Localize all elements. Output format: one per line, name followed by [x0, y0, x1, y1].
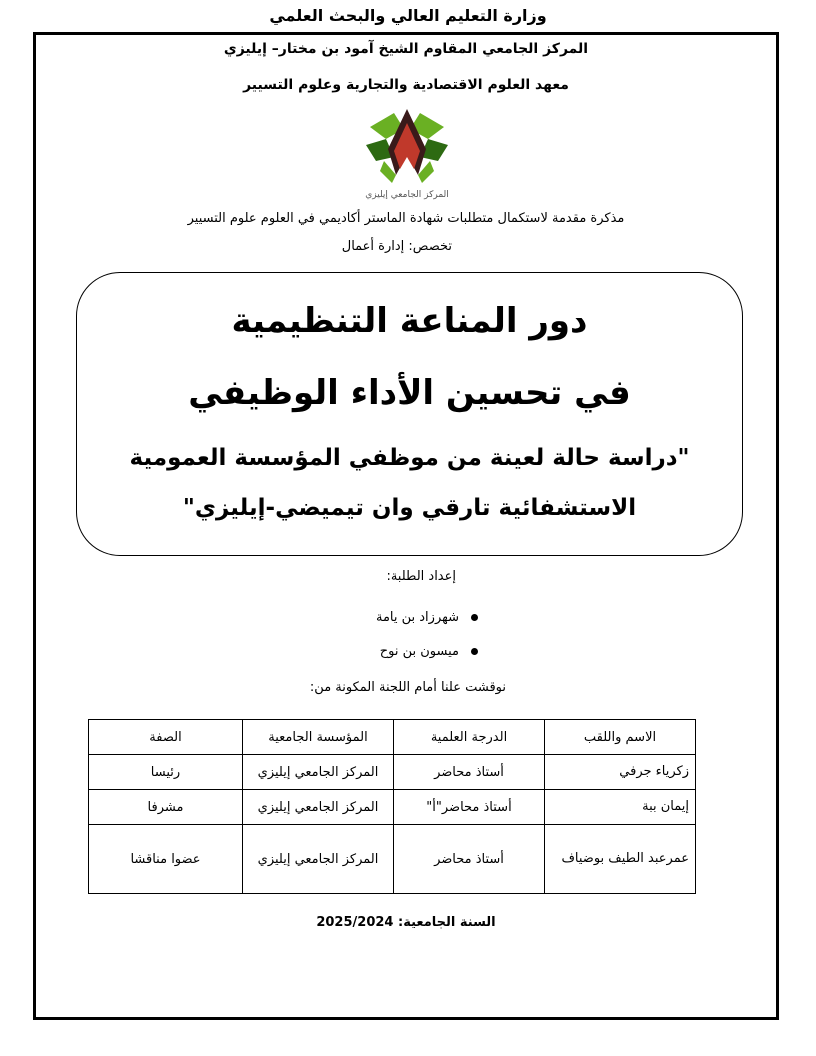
ministry-name: وزارة التعليم العالي والبحث العلمي	[269, 6, 547, 25]
member-role: عضوا مناقشا	[89, 825, 243, 894]
thesis-purpose: مذكرة مقدمة لاستكمال متطلبات شهادة الماستر أكاديمي في العلوم علوم التسيير	[187, 211, 625, 226]
students-label: إعداد الطلبة:	[386, 569, 456, 584]
specialization: تخصص: إدارة أعمال	[341, 239, 452, 254]
university-name: المركز الجامعي المقاوم الشيخ آمود بن مختار– إيليزي	[223, 41, 589, 57]
student-name: ميسون بن نوح	[379, 643, 459, 659]
table-row	[89, 825, 696, 894]
title-line-2: في تحسين الأداء الوظيفي	[188, 373, 631, 413]
academic-year: السنة الجامعية: 2025/2024	[316, 915, 496, 930]
table-row	[89, 790, 696, 825]
student-name: شهرزاد بن يامة	[375, 609, 459, 625]
member-institution: المركز الجامعي إيليزي	[243, 790, 394, 825]
institute-name: معهد العلوم الاقتصادية والتجارية وعلوم التسيير	[243, 77, 569, 93]
subtitle-line-1: "دراسة حالة لعينة من موظفي المؤسسة العمومية	[129, 445, 690, 471]
member-rank: أستاذ محاضر"أ"	[394, 790, 545, 825]
committee-label: نوقشت علنا أمام اللجنة المكونة من:	[309, 680, 506, 695]
logo-caption: المركز الجامعي إيليزي	[365, 190, 449, 200]
member-role: رئيسا	[89, 755, 243, 790]
title-line-1: دور المناعة التنظيمية	[231, 301, 588, 341]
member-name: عمرعبد الطيف بوضياف	[545, 825, 696, 894]
member-name: إيمان ببة	[545, 790, 696, 825]
column-header: الدرجة العلمية	[394, 720, 545, 755]
member-institution: المركز الجامعي إيليزي	[243, 825, 394, 894]
column-header: الصفة	[89, 720, 243, 755]
member-rank: أستاذ محاضر	[394, 825, 545, 894]
bullet-icon	[471, 614, 478, 621]
column-header: الاسم واللقب	[545, 720, 696, 755]
university-logo	[364, 105, 450, 203]
member-name: زكرياء جرفي	[545, 755, 696, 790]
member-role: مشرفا	[89, 790, 243, 825]
title-box	[76, 272, 743, 556]
jury-table	[88, 719, 696, 894]
bullet-icon	[471, 648, 478, 655]
table-header-row	[89, 720, 696, 755]
column-header: المؤسسة الجامعية	[243, 720, 394, 755]
students-list	[376, 600, 478, 668]
table-row	[89, 755, 696, 790]
subtitle-line-2: الاستشفائية تارقي وان تيميضي-إيليزي"	[182, 495, 637, 521]
member-institution: المركز الجامعي إيليزي	[243, 755, 394, 790]
member-rank: أستاذ محاضر	[394, 755, 545, 790]
page-frame	[33, 32, 779, 1020]
student-item	[376, 634, 478, 668]
student-item	[376, 600, 478, 634]
